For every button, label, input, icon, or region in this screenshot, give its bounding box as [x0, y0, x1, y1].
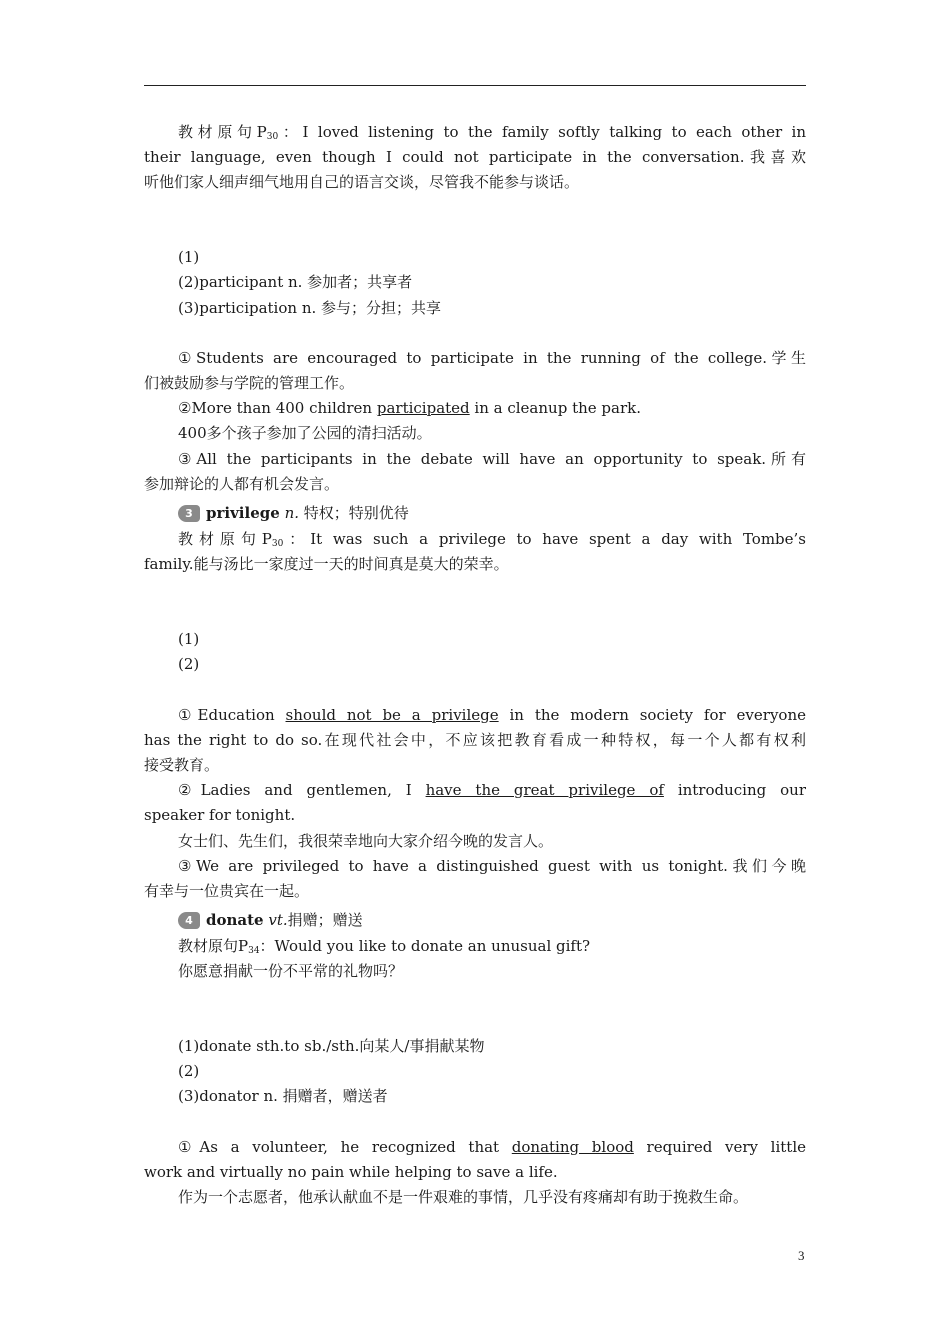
example-line: ②Ladies and gentlemen, I have the great privilege of introducing our [178, 781, 806, 799]
example-line: ③We are privileged to have a distinguished guest with us tonight.我们今晚 [178, 857, 806, 875]
example-line: has the right to do so.在现代社会中，不应该把教育看成一种特权，每一个人都有权利 [144, 731, 806, 749]
example-line: ③All the participants in the debate will have an opportunity to speak.所有 [178, 450, 806, 468]
example-line: 作为一个志愿者，他承认献血不是一件艰难的事情，几乎没有疼痛却有助于挽救生命。 [178, 1188, 749, 1206]
textbook-sentence-line: 教材原句$P_{34}$：Would you like to donate an unusual gift? [178, 937, 591, 956]
header-rule [144, 85, 806, 86]
example-line: 女士们、先生们，我很荣幸地向大家介绍今晚的发言人。 [178, 832, 554, 850]
example-line: 400多个孩子参加了公园的清扫活动。 [178, 424, 432, 442]
textbook-sentence-line-2: their language, even though I could not participate in the conversation.我喜欢 [144, 148, 806, 166]
example-line: 接受教育。 [144, 756, 220, 774]
textbook-sentence-line-3: 听他们家人细声细气地用自己的语言交谈，尽管我不能参与谈话。 [144, 173, 580, 191]
example-line: ①As a volunteer, he recognized that donating blood required very little [178, 1138, 806, 1156]
textbook-sentence-line: 教材原句$P_{30}$：It was such a privilege to have spent a day with Tombe’s [178, 530, 806, 549]
textbook-sentence-line: 你愿意捐献一份不平常的礼物吗？ [178, 962, 404, 980]
example-line: 有幸与一位贵宾在一起。 [144, 882, 310, 900]
example-line: speaker for tonight. [144, 806, 296, 824]
list-item: (3)participation n. 参与；分担；共享 [178, 299, 442, 317]
example-line: work and virtually no pain while helping to save a life. [144, 1163, 558, 1181]
textbook-sentence-line-1: 教材原句$P_{30}$：I loved listening to the family softly talking to each other in [178, 123, 806, 142]
vocab-heading-donate: 4 donate vt.捐赠；赠送 [178, 908, 806, 933]
example-line: 们被鼓励参与学院的管理工作。 [144, 374, 355, 392]
list-item: (2)participant n. 参加者；共享者 [178, 273, 413, 291]
example-line: ②More than 400 children participated in a cleanup the park. [178, 399, 641, 417]
example-line: ①Education should not be a privilege in the modern society for everyone [178, 706, 806, 724]
list-item: (1) [178, 630, 200, 648]
vocab-heading-privilege: 3 privilege n. 特权；特别优待 [178, 501, 806, 526]
example-line: ①Students are encouraged to participate in the running of the college.学生 [178, 349, 806, 367]
list-item: (1) [178, 248, 200, 266]
number-badge: 3 [178, 505, 200, 522]
page-number: 3 [798, 1248, 805, 1263]
textbook-sentence-line: family.能与汤比一家度过一天的时间真是莫大的荣幸。 [144, 555, 509, 573]
example-line: 参加辩论的人都有机会发言。 [144, 475, 340, 493]
list-item: (2) [178, 1062, 200, 1080]
list-item: (2) [178, 655, 200, 673]
list-item: (1)donate sth.to sb./sth.向某人/事捐献某物 [178, 1037, 485, 1055]
number-badge: 4 [178, 912, 200, 929]
list-item: (3)donator n. 捐赠者，赠送者 [178, 1087, 388, 1105]
